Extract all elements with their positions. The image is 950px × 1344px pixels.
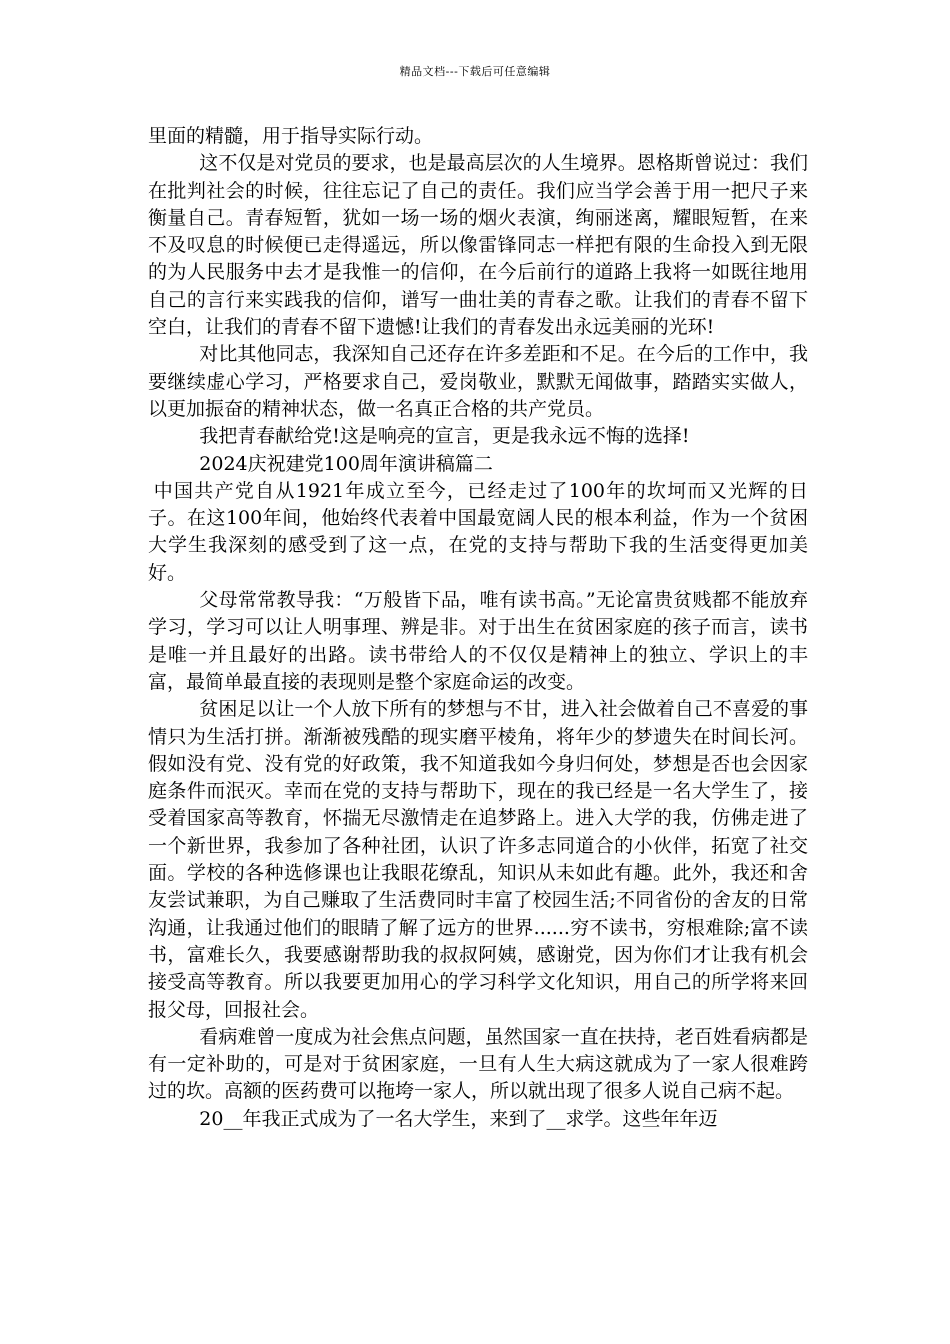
paragraph: 对比其他同志，我深知自己还存在许多差距和不足。在今后的工作中，我要继续虚心学习，严格要求自己，爱岗敬业，默默无闻做事，踏踏实实做人，以更加振奋的精神状态，做一名真正合格的共产党员。 [148,343,808,420]
paragraph: 里面的精髓，用于指导实际行动。 [148,125,434,147]
paragraph: 看病难曾一度成为社会焦点问题，虽然国家一直在扶持，老百姓看病都是有一定补助的，可是对于贫困家庭，一旦有人生大病这就成为了一家人很难跨过的坎。高额的医药费可以拖垮一家人，所以就出现了很多人说自己病不起。 [148,1025,808,1103]
paragraph: 中国共产党自从1921年成立至今，已经走过了100年的坎坷而又光辉的日子。在这100年间，他始终代表着中国最宽阔人民的根本利益，作为一个贫困大学生我深刻的感受到了这一点，在党的支持与帮助下我的生活变得更加美好。 [148,479,808,584]
page-header: 精品文档---下载后可任意编辑 [399,65,551,78]
paragraph: 这不仅是对党员的要求，也是最高层次的人生境界。恩格斯曾说过：我们在批判社会的时候，往往忘记了自己的责任。我们应当学会善于用一把尺子来衡量自己。青春短暂，犹如一场一场的烟火表演，绚丽迷离，耀眼短暂，在来不及叹息的时候便已走得遥远，所以像雷锋同志一样把有限的生命投入到无限的为人民服务中去才是我惟一的信仰，在今后前行的道路上我将一如既往地用自己的言行来实践我的信仰，谱写一曲壮美的青春之歌。让我们的青春不留下空白，让我们的青春不留下遗憾!让我们的青春发出永远美丽的光环! [148,152,808,339]
paragraph: 贫困足以让一个人放下所有的梦想与不甘，进入社会做着自己不喜爱的事情只为生活打拼。渐渐被残酷的现实磨平棱角，将年少的梦遗失在时间长河。假如没有党、没有党的好政策，我不知道我如今身归何处，梦想是否也会因家庭条件而泯灭。幸而在党的支持与帮助下，现在的我已经是一名大学生了，接受着国家高等教育，怀揣无尽激情走在追梦路上。进入大学的我，仿佛走进了一个新世界，我参加了各种社团，认识了许多志同道合的小伙伴，拓宽了社交面。学校的各种选修课也让我眼花缭乱，知识从未如此有趣。此外，我还和舍友尝试兼职，为自己赚取了生活费同时丰富了校园生活;不同省份的舍友的日常沟通，让我通过他们的眼睛了解了远方的世界......穷不读书，穷根难除;富不读书，富难长久，我要感谢帮助我的叔叔阿姨，感谢党，因为你们才让我有机会接受高等教育。所以我要更加用心的学习科学文化知识，用自己的所学将来回报父母，回报社会。 [148,698,808,1021]
paragraph: 我把青春献给党!这是响亮的宣言，更是我永远不悔的选择! [199,425,690,448]
document-body [148,123,808,1133]
paragraph: 父母常常教导我：“万般皆下品，唯有读书高。”无论富贵贫贱都不能放弃学习，学习可以让人明事理、辨是非。对于出生在贫困家庭的孩子而言，读书是唯一并且最好的出路。读书带给人的不仅仅是精神上的独立、学识上的丰富，最简单最直接的表现则是整个家庭命运的改变。 [148,589,808,693]
paragraph: 20__年我正式成为了一名大学生，来到了__求学。这些年年迈 [199,1107,718,1130]
section-heading: 2024庆祝建党100周年演讲稿篇二 [199,452,493,475]
